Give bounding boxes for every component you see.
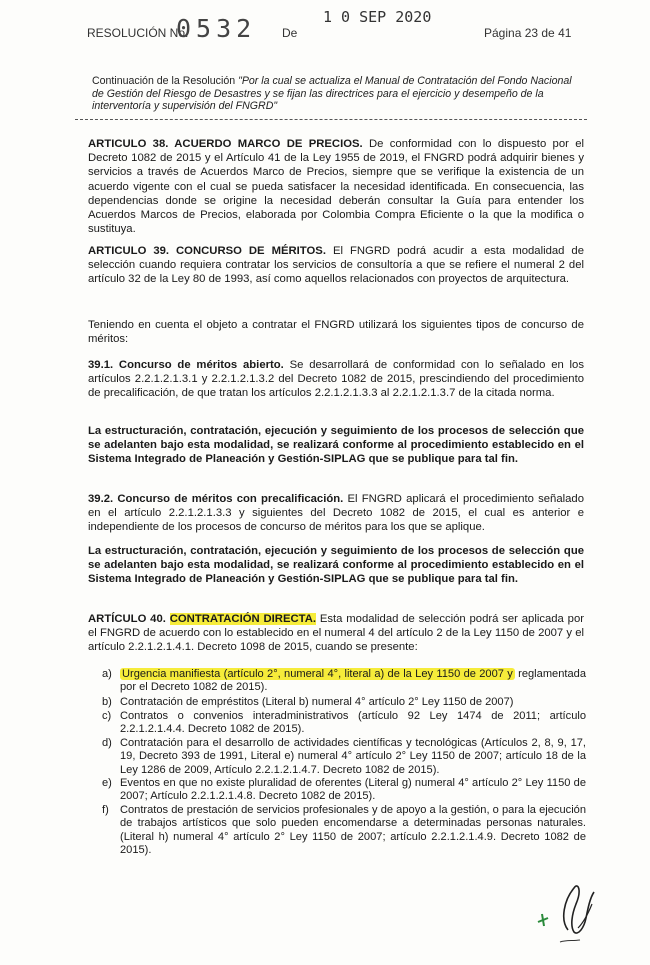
list-item-text: Contratación para el desarrollo de actividades científicas y tecnológicas (Artículos 2, 8, 9, 17, 19, Decreto 393 de 1991, Literal e) numeral 4° artículo 2° Ley 1150 de 2007; artículo 18 de la Ley 1286 de 2009, Artículo 2.2.1.2.1.4.7. Decreto 1082 de 2015). <box>120 737 586 776</box>
section-39-1-heading: 39.1. Concurso de méritos abierto. <box>88 359 284 371</box>
list-item-text: reglamentada por el Decreto 1082 de 2015). <box>120 668 586 694</box>
list-marker: c) <box>102 710 112 722</box>
section-39-2-heading: 39.2. Concurso de méritos con precalificación. <box>88 493 344 505</box>
article-40 <box>88 612 584 655</box>
procedure-note-1: La estructuración, contratación, ejecución y seguimiento de los procesos de selección que se adelanten bajo esta modalidad, se realizará conforme al procedimiento establecido en el Sistema Integrado de Planeación y Gestión-SIPLAG que se publique para tal fin. <box>88 425 584 466</box>
list-item-text: Contratos o convenios interadministrativos (artículo 92 Ley 1474 de 2011; artículo 2.2.1.2.1.4.4. Decreto 1082 de 2015). <box>120 710 586 736</box>
article-40-heading-highlight: CONTRATACIÓN DIRECTA. <box>169 613 316 625</box>
procedure-note-2: La estructuración, contratación, ejecución y seguimiento de los procesos de selección que se adelanten bajo esta modalidad, se realizará conforme al procedimiento establecido en el Sistema Integrado de Planeación y Gestión-SIPLAG que se publique para tal fin. <box>88 545 584 586</box>
section-39-1 <box>88 358 584 401</box>
continuation-note <box>92 75 578 113</box>
section-39-2-body: El FNGRD aplicará el procedimiento señalado en el artículo 2.2.1.2.1.3.3 y siguientes del Decreto 1082 de 2015, el cual es anterior e independiente de los procesos de concurso de méritos para los que se aplique. <box>88 493 584 534</box>
list-marker: b) <box>102 696 112 708</box>
resolution-date: 1 0 SEP 2020 <box>323 8 432 26</box>
article-38-body: De conformidad con lo dispuesto por el Decreto 1082 de 2015 y el Artículo 41 de la Ley 1955 de 2019, el FNGRD podrá adquirir bienes y servicios a través de Acuerdos Marco de Precios, siempre que se verifique la existencia de un acuerdo vigente con el cual se pueda satisfacer la necesidad identificada. En consecuencia, las dependencias donde se origine la necesidad deberán consultar la Guía para entender los Acuerdos Marcos de Precios, elaborada por Colombia Compra Eficiente o la que la modifica o sustituya. <box>88 138 584 236</box>
list-item-d <box>102 737 586 777</box>
article-39-body: El FNGRD podrá acudir a esta modalidad de selección cuando requiera contratar los servicios de consultoría a que se refiere el numeral 2 del artículo 32 de la Ley 80 de 1993, así como aquellos relacionados con proyectos de arquitectura. <box>88 245 584 286</box>
dashed-divider <box>75 119 587 120</box>
urgencia-highlight: Urgencia manifiesta (artículo 2°, numeral 4°, literal a) de la Ley 1150 de 2007 y <box>122 668 513 680</box>
de-label: De <box>282 26 298 40</box>
continuation-prefix: Continuación de la Resolución <box>92 75 239 87</box>
resolution-label: RESOLUCIÓN No. <box>87 26 189 40</box>
article-38-heading: ARTICULO 38. ACUERDO MARCO DE PRECIOS. <box>88 138 363 150</box>
article-40-body: Esta modalidad de selección podrá ser aplicada por el FNGRD de acuerdo con lo establecido en el numeral 4 del artículo 2 de la Ley 1150 de 2007 y el artículo 2.2.1.2.1.4.1. Decreto 1098 de 2015, cuando se presente: <box>88 613 584 654</box>
handwritten-signature <box>530 870 610 950</box>
list-item-f <box>102 804 586 858</box>
resolution-number: 0532 <box>176 14 257 43</box>
list-item-text: Contratos de prestación de servicios profesionales y de apoyo a la gestión, o para la ejecución de trabajos artísticos que solo pueden encomendarse a determinadas personas naturales. (Literal h) numeral 4° artículo 2° Ley 1150 de 2007; artículo 2.2.1.2.1.4.9. Decreto 1082 de 2015). <box>120 804 586 857</box>
list-marker: e) <box>102 777 112 789</box>
article-38 <box>88 137 584 236</box>
page-number: Página 23 de 41 <box>484 26 572 40</box>
section-39-2 <box>88 492 584 535</box>
list-item-e <box>102 777 586 804</box>
article-40-heading-prefix: ARTÍCULO 40. <box>88 613 170 625</box>
concurso-types-intro: Teniendo en cuenta el objeto a contratar el FNGRD utilizará los siguientes tipos de concurso de méritos: <box>88 319 584 346</box>
continuation-title: "Por la cual se actualiza el Manual de Contratación del Fondo Nacional de Gestión del Riesgo de Desastres y se fijan las directrices para el ejercicio y desempeño de la interventoría y supervisión del FNGRD" <box>92 75 572 113</box>
list-marker: f) <box>102 804 109 816</box>
list-item-text: Eventos en que no existe pluralidad de oferentes (Literal g) numeral 4° artículo 2° Ley 1150 de 2007; Artículo 2.2.1.2.1.4.8. Decreto 1082 de 2015). <box>120 777 586 803</box>
list-item-text: Contratación de empréstitos (Literal b) numeral 4° artículo 2° Ley 1150 de 2007) <box>120 696 514 708</box>
article-39-heading: ARTICULO 39. CONCURSO DE MÉRITOS. <box>88 245 326 257</box>
list-item-a <box>102 668 586 695</box>
list-marker: a) <box>102 668 112 680</box>
article-39 <box>88 244 584 287</box>
list-marker: d) <box>102 737 112 749</box>
list-item-c <box>102 710 586 737</box>
section-39-1-body: Se desarrollará de conformidad con lo señalado en los artículos 2.2.1.2.1.3.1 y 2.2.1.2.1.3.2 del Decreto 1082 de 2015, prescindiendo del procedimiento de precalificación, de que tratan los artículos 2.2.1.2.1.3.3 al 2.2.1.2.1.3.7 de la citada norma. <box>88 359 584 400</box>
list-item-b <box>102 696 586 709</box>
